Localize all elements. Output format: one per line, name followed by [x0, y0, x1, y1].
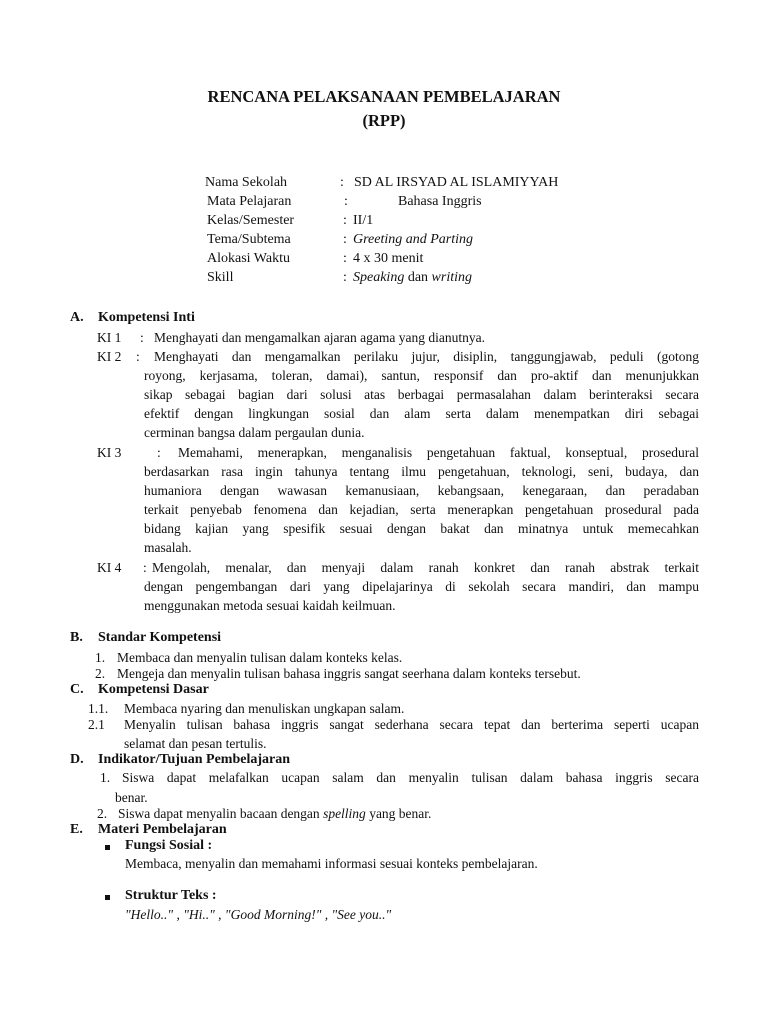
subsection-text: Membaca, menyalin dan memahami informasi sesuai konteks pembelajaran.: [125, 856, 538, 871]
info-sep: :: [344, 194, 348, 209]
info-sep: :: [343, 270, 347, 285]
ki-label: KI 4: [97, 560, 122, 575]
ki-text: Menghayati dan mengamalkan ajaran agama yang dianutnya.: [154, 330, 485, 345]
ki-text-line: berdasarkan rasa ingin tahunya tentang ilmu pengetahuan, teknologi, seni, budaya, dan: [144, 464, 699, 479]
list-item: Menyalin tulisan bahasa inggris sangat sederhana secara tepat dan berterima seperti ucapan: [124, 717, 699, 732]
ki-text-line: dengan pengembangan dari yang dipelajarinya di sekolah secara mandiri, dan mampu: [144, 579, 699, 594]
ki-text: Memahami, menerapkan, menganalisis pengetahuan faktual, konseptual, prosedural: [178, 445, 699, 460]
ki-label: KI 2: [97, 349, 122, 364]
section-letter: D.: [70, 752, 84, 767]
subsection-heading: Struktur Teks :: [125, 888, 217, 903]
info-value-subject: Bahasa Inggris: [398, 194, 482, 209]
ki-text-line: humaniora dengan wawasan kemanusiaan, kebangsaan, kenegaraan, dan peradaban: [144, 483, 699, 498]
ki-text: Mengolah, menalar, dan menyaji dalam ranah konkret dan ranah abstrak terkait: [152, 560, 699, 575]
ki-sep: :: [157, 445, 161, 460]
info-label: Mata Pelajaran: [207, 194, 292, 209]
list-number: 1.: [100, 770, 111, 785]
list-number: 2.: [97, 806, 108, 821]
ki-text-line: terkait penyebab fenomena dan kejadian, serta menerapkan pengetahuan prosedural pada: [144, 502, 699, 517]
list-number: 2.: [95, 666, 106, 681]
ki-sep: :: [136, 349, 140, 364]
subsection-text: "Hello.." , "Hi.." , "Good Morning!" , "See you..": [125, 907, 392, 922]
ki-label: KI 3: [97, 445, 122, 460]
info-value-school: SD AL IRSYAD AL ISLAMIYYAH: [354, 175, 559, 190]
info-sep: :: [340, 175, 344, 190]
list-number: 2.1: [88, 717, 105, 732]
section-letter: B.: [70, 630, 83, 645]
list-item: Mengeja dan menyalin tulisan bahasa inggris sangat seerhana dalam konteks tersebut.: [117, 666, 581, 681]
list-item: Siswa dapat melafalkan ucapan salam dan menyalin tulisan dalam bahasa inggris secara: [122, 770, 699, 785]
list-item-cont: benar.: [115, 790, 148, 805]
info-value-class: II/1: [353, 213, 374, 228]
bullet-icon: [105, 895, 110, 900]
section-letter: A.: [70, 310, 84, 325]
info-sep: :: [343, 213, 347, 228]
list-item: Membaca nyaring dan menuliskan ungkapan salam.: [124, 701, 405, 716]
ki-text-line: royong, kerjasama, toleran, damai), santun, responsif dan pro-aktif dan menunjukkan: [144, 368, 699, 383]
section-title: Kompetensi Inti: [98, 310, 195, 325]
info-value-skill: Speaking dan writing: [353, 270, 473, 285]
section-title: Kompetensi Dasar: [98, 682, 209, 697]
ki-text-line: masalah.: [144, 540, 192, 555]
document-subtitle: (RPP): [362, 111, 406, 130]
ki-text-line: efektif dengan lingkungan sosial dan alam serta dalam menempatkan diri sebagai: [144, 406, 699, 421]
ki-text-line: sikap sebagai bagian dari solusi atas berbagai permasalahan dalam berinteraksi secara: [144, 387, 699, 402]
ki-text: Menghayati dan mengamalkan perilaku jujur, disiplin, tanggungjawab, peduli (gotong: [154, 349, 699, 364]
list-item: Membaca dan menyalin tulisan dalam konteks kelas.: [117, 650, 403, 665]
list-item-cont: selamat dan pesan tertulis.: [124, 736, 267, 751]
info-value-theme: Greeting and Parting: [353, 232, 474, 247]
section-letter: C.: [70, 682, 84, 697]
section-title: Standar Kompetensi: [98, 630, 222, 645]
ki-sep: :: [140, 330, 144, 345]
info-sep: :: [343, 232, 347, 247]
info-value-time: 4 x 30 menit: [353, 251, 424, 266]
subsection-heading: Fungsi Sosial :: [125, 838, 213, 853]
info-sep: :: [343, 251, 347, 266]
document-title: RENCANA PELAKSANAAN PEMBELAJARAN: [207, 87, 561, 106]
section-title: Materi Pembelajaran: [98, 822, 227, 837]
list-number: 1.: [95, 650, 106, 665]
ki-text-line: bidang kajian yang spesifik sesuai dengan bakat dan minatnya untuk memecahkan: [144, 521, 699, 536]
section-title: Indikator/Tujuan Pembelajaran: [98, 752, 291, 767]
ki-text-line: cerminan bangsa dalam pergaulan dunia.: [144, 425, 365, 440]
info-label: Nama Sekolah: [205, 175, 288, 190]
section-letter: E.: [70, 822, 83, 837]
list-item: Siswa dapat menyalin bacaan dengan spelling yang benar.: [118, 806, 432, 821]
ki-label: KI 1: [97, 330, 122, 345]
info-label: Kelas/Semester: [207, 213, 295, 228]
info-label: Tema/Subtema: [207, 232, 291, 247]
info-label: Skill: [207, 270, 234, 285]
list-number: 1.1.: [88, 701, 109, 716]
bullet-icon: [105, 845, 110, 850]
ki-sep: :: [143, 560, 147, 575]
info-label: Alokasi Waktu: [207, 251, 290, 266]
ki-text-line: menggunakan metoda sesuai kaidah keilmuan.: [144, 598, 396, 613]
